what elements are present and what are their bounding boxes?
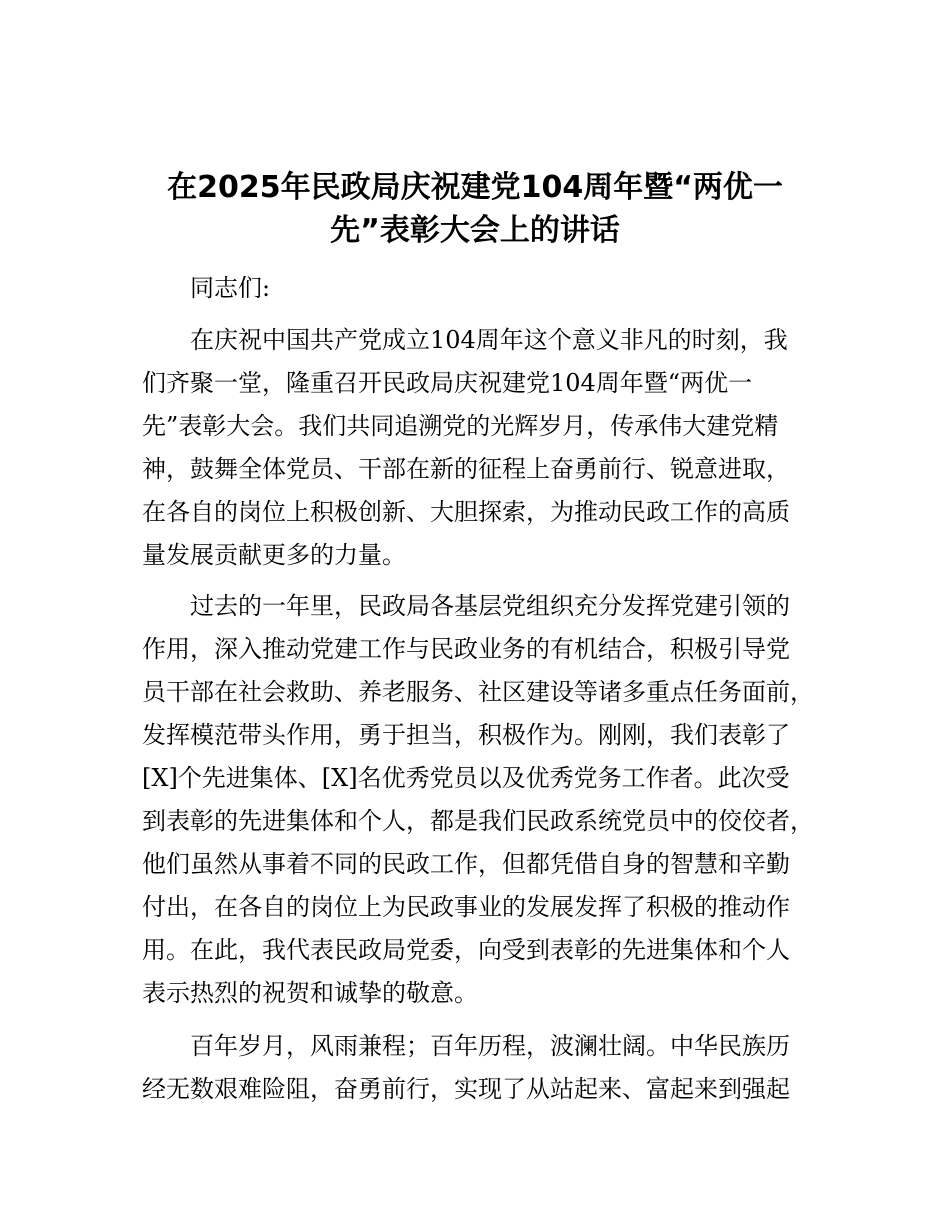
paragraph-line: 先”表彰大会。我们共同追溯党的光辉岁月，传承伟大建党精 bbox=[142, 412, 779, 440]
paragraph-line: 用。在此，我代表民政局党委，向受到表彰的先进集体和个人 bbox=[142, 936, 790, 964]
paragraph-2 bbox=[142, 585, 812, 1015]
paragraph-line: 神，鼓舞全体党员、干部在新的征程上奋勇前行、锐意进取， bbox=[142, 455, 790, 483]
title-line: 先”表彰大会上的讲话 bbox=[330, 213, 620, 248]
paragraph-line: 表示热烈的祝贺和诚挚的敬意。 bbox=[142, 979, 478, 1007]
document-title bbox=[130, 163, 820, 249]
paragraph-line: 量发展贡献更多的力量。 bbox=[142, 541, 406, 569]
paragraph-line: 作用，深入推动党建工作与民政业务的有机结合，积极引导党 bbox=[142, 635, 790, 663]
paragraph-line: 在庆祝中国共产党成立104周年这个意义非凡的时刻，我 bbox=[190, 326, 788, 354]
paragraph-line: 百年岁月，风雨兼程；百年历程，波澜壮阔。中华民族历 bbox=[190, 1032, 790, 1060]
title-line: 在2025年民政局庆祝建党104周年暨“两优一 bbox=[167, 170, 783, 205]
paragraph-line: 付出，在各自的岗位上为民政事业的发展发挥了积极的推动作 bbox=[142, 893, 790, 921]
paragraph-line: 到表彰的先进集体和个人，都是我们民政系统党员中的佼佼者， bbox=[142, 807, 814, 835]
salutation: 同志们: bbox=[190, 274, 271, 302]
paragraph-line: 在各自的岗位上积极创新、大胆探索，为推动民政工作的高质 bbox=[142, 498, 790, 526]
paragraph-3 bbox=[142, 1025, 812, 1111]
paragraph-line: 过去的一年里，民政局各基层党组织充分发挥党建引领的 bbox=[190, 592, 790, 620]
paragraph-line: 们齐聚一堂，隆重召开民政局庆祝建党104周年暨“两优一 bbox=[142, 369, 753, 397]
paragraph-1 bbox=[142, 319, 812, 577]
paragraph-line: [X]个先进集体、[X]名优秀党员以及优秀党务工作者。此次受 bbox=[142, 764, 790, 792]
paragraph-line: 员干部在社会救助、养老服务、社区建设等诸多重点任务面前， bbox=[142, 678, 814, 706]
paragraph-line: 他们虽然从事着不同的民政工作，但都凭借自身的智慧和辛勤 bbox=[142, 850, 790, 878]
paragraph-line: 发挥模范带头作用，勇于担当，积极作为。刚刚，我们表彰了 bbox=[142, 721, 790, 749]
paragraph-line: 经无数艰难险阻，奋勇前行，实现了从站起来、富起来到强起 bbox=[142, 1075, 790, 1103]
